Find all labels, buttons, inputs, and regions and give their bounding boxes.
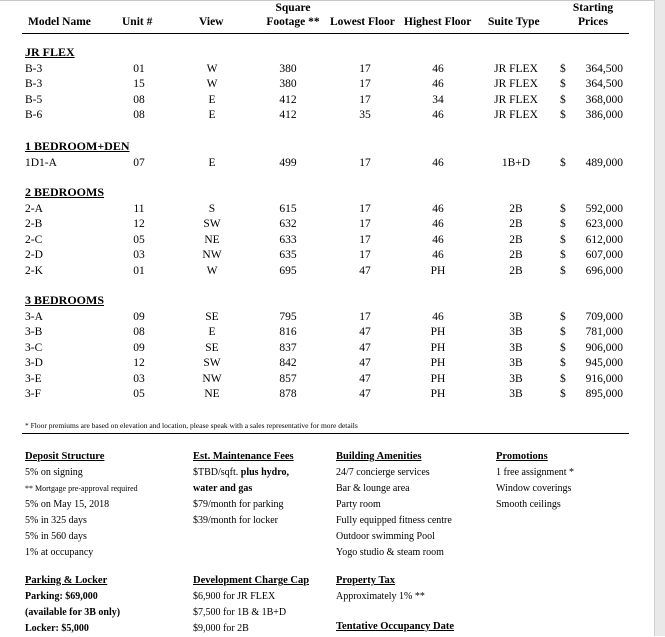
header-sqft-line2: Footage ** xyxy=(266,16,320,28)
header-highest: Highest Floor xyxy=(404,16,472,28)
cell-view: W xyxy=(206,78,218,91)
cell-price: 368,000 xyxy=(585,93,623,106)
header-sqft-line1: Square xyxy=(275,2,311,14)
cell-cur: $ xyxy=(560,157,566,169)
amenity-item: Outdoor swimming Pool xyxy=(336,531,435,542)
cell-cur: $ xyxy=(560,341,566,354)
cell-low: 17 xyxy=(359,218,371,231)
cell-suite: JR FLEX xyxy=(494,78,538,91)
cell-unit: 09 xyxy=(133,341,145,354)
cell-model: 3-F xyxy=(25,388,41,400)
maintenance-line: $39/month for locker xyxy=(193,515,278,526)
cell-model: 3-D xyxy=(25,357,43,370)
cell-view: NW xyxy=(202,372,222,385)
cell-unit: 08 xyxy=(133,326,145,339)
amenity-item: Party room xyxy=(336,499,381,510)
cell-low: 17 xyxy=(359,203,371,215)
deposit-structure xyxy=(25,449,138,561)
header-suite: Suite Type xyxy=(488,16,540,28)
footnote-divider xyxy=(22,433,629,434)
cell-price: 592,000 xyxy=(585,203,623,215)
cell-sqft: 380 xyxy=(279,78,297,91)
cell-price: 696,000 xyxy=(585,264,623,277)
cell-price: 781,000 xyxy=(585,326,623,339)
promotion-item: 1 free assignment * xyxy=(496,467,575,478)
cell-view: NE xyxy=(204,233,220,246)
devcharge-line: $9,000 for 2B xyxy=(193,623,249,634)
cell-sqft: 695 xyxy=(279,264,297,277)
cell-suite: 1B+D xyxy=(501,157,531,169)
cell-unit: 08 xyxy=(133,93,145,106)
cell-model: 3-E xyxy=(25,372,42,385)
cell-sqft: 842 xyxy=(279,357,297,370)
cell-price: 364,500 xyxy=(585,63,623,75)
deposit-title: Deposit Structure xyxy=(25,451,105,462)
amenities-title: Building Amenities xyxy=(336,451,422,462)
cell-low: 47 xyxy=(359,388,371,400)
development-charge-cap xyxy=(193,573,309,637)
cell-model: 2-C xyxy=(25,233,43,246)
cell-sqft: 837 xyxy=(279,341,297,354)
cell-sqft: 615 xyxy=(279,203,297,215)
deposit-line: ** Mortgage pre-approval required xyxy=(25,484,138,493)
cell-low: 17 xyxy=(359,63,371,75)
header-divider xyxy=(22,33,629,34)
maintenance-rate: $TBD/sqft. xyxy=(193,467,241,478)
cell-unit: 05 xyxy=(133,388,145,400)
property-tax xyxy=(336,573,425,605)
cell-low: 17 xyxy=(359,78,371,91)
cell-view: SE xyxy=(205,341,219,354)
cell-suite: 2B xyxy=(509,203,523,215)
maintenance-line xyxy=(193,465,294,481)
cell-unit: 05 xyxy=(133,233,145,246)
cell-high: 46 xyxy=(432,109,444,122)
cell-low: 35 xyxy=(359,109,371,122)
deposit-line: 5% in 560 days xyxy=(25,531,87,542)
cell-model: 2-D xyxy=(25,249,43,262)
cell-price: 386,000 xyxy=(585,109,623,122)
header-model: Model Name xyxy=(28,16,91,28)
cell-unit: 01 xyxy=(133,264,145,277)
header-unit: Unit # xyxy=(122,16,153,28)
cell-low: 17 xyxy=(359,93,371,106)
cell-high: 46 xyxy=(432,203,444,215)
cell-price: 607,000 xyxy=(585,249,623,262)
section-title: 3 BEDROOMS xyxy=(25,293,105,307)
cell-suite: 2B xyxy=(509,233,523,246)
devcharge-line: $6,900 for JR FLEX xyxy=(193,591,276,602)
cell-price: 612,000 xyxy=(585,233,623,246)
section-title: 2 BEDROOMS xyxy=(25,185,105,199)
amenity-item: 24/7 concierge services xyxy=(336,467,430,478)
tax-line: Approximately 1% ** xyxy=(336,591,425,602)
cell-suite: 3B xyxy=(509,357,523,370)
cell-high: 46 xyxy=(432,311,444,323)
header-sqft xyxy=(258,1,328,29)
occupancy-date xyxy=(336,619,454,635)
cell-model: 3-A xyxy=(25,311,43,323)
building-amenities xyxy=(336,449,452,561)
cell-cur: $ xyxy=(560,249,566,262)
cell-view: W xyxy=(206,63,218,75)
cell-unit: 12 xyxy=(133,218,145,231)
cell-price: 623,000 xyxy=(585,218,623,231)
cell-view: NE xyxy=(204,388,220,400)
deposit-line: 1% at occupancy xyxy=(25,547,94,558)
cell-view: W xyxy=(206,264,218,277)
cell-cur: $ xyxy=(560,233,566,246)
cell-cur: $ xyxy=(560,109,566,122)
cell-sqft: 499 xyxy=(279,157,297,169)
cell-cur: $ xyxy=(560,372,566,385)
cell-sqft: 412 xyxy=(279,93,297,106)
cell-high: PH xyxy=(430,326,446,339)
cell-suite: 3B xyxy=(509,341,523,354)
cell-model: 2-B xyxy=(25,218,43,231)
cell-model: B-5 xyxy=(25,93,43,106)
cell-price: 364,500 xyxy=(585,78,623,91)
cell-suite: 2B xyxy=(509,249,523,262)
cell-unit: 03 xyxy=(133,372,145,385)
cell-high: PH xyxy=(430,372,446,385)
promotion-item: Window coverings xyxy=(496,483,572,494)
cell-sqft: 857 xyxy=(279,372,297,385)
cell-view: E xyxy=(208,93,216,106)
cell-price: 916,000 xyxy=(585,372,623,385)
cell-unit: 09 xyxy=(133,311,145,323)
cell-low: 47 xyxy=(359,372,371,385)
cell-cur: $ xyxy=(560,78,566,91)
cell-suite: 3B xyxy=(509,326,523,339)
devcharge-title: Development Charge Cap xyxy=(193,575,310,586)
cell-model: B-6 xyxy=(25,109,43,122)
cell-high: 46 xyxy=(432,78,444,91)
occupancy-title: Tentative Occupancy Date xyxy=(336,621,455,632)
parking-locker xyxy=(25,573,120,637)
amenity-item: Yogo studio & steam room xyxy=(336,547,444,558)
cell-view: E xyxy=(208,157,216,169)
cell-high: 34 xyxy=(432,93,444,106)
page-top-edge xyxy=(0,0,665,1)
cell-high: 46 xyxy=(432,218,444,231)
cell-model: 2-A xyxy=(25,203,43,215)
deposit-line: 5% in 325 days xyxy=(25,515,87,526)
cell-view: E xyxy=(208,109,216,122)
header-price-line2: Prices xyxy=(577,16,608,28)
cell-cur: $ xyxy=(560,311,566,323)
cell-cur: $ xyxy=(560,203,566,215)
cell-model: 3-C xyxy=(25,341,43,354)
parking-title: Parking & Locker xyxy=(25,575,108,586)
cell-unit: 01 xyxy=(133,63,145,75)
cell-high: 46 xyxy=(432,63,444,75)
cell-high: 46 xyxy=(432,249,444,262)
cell-view: S xyxy=(208,203,216,215)
cell-sqft: 380 xyxy=(279,63,297,75)
cell-sqft: 633 xyxy=(279,233,297,246)
cell-unit: 12 xyxy=(133,357,145,370)
maintenance-title: Est. Maintenance Fees xyxy=(193,451,294,462)
amenity-item: Fully equipped fitness centre xyxy=(336,515,452,526)
promotion-item: Smooth ceilings xyxy=(496,499,561,510)
cell-low: 17 xyxy=(359,233,371,246)
cell-price: 895,000 xyxy=(585,388,623,400)
cell-suite: JR FLEX xyxy=(494,63,538,75)
cell-low: 17 xyxy=(359,311,371,323)
promotions-title: Promotions xyxy=(496,451,548,462)
cell-view: SW xyxy=(203,357,221,370)
cell-unit: 15 xyxy=(133,78,145,91)
cell-suite: 2B xyxy=(509,264,523,277)
cell-model: B-3 xyxy=(25,78,43,91)
parking-line: (available for 3B only) xyxy=(25,607,121,618)
maintenance-line: water and gas xyxy=(193,483,253,494)
cell-price: 906,000 xyxy=(585,341,623,354)
cell-price: 489,000 xyxy=(585,157,623,169)
cell-model: 2-K xyxy=(25,264,43,277)
promotions xyxy=(496,449,574,513)
cell-sqft: 632 xyxy=(279,218,297,231)
cell-sqft: 412 xyxy=(279,109,297,122)
cell-cur: $ xyxy=(560,357,566,370)
cell-high: 46 xyxy=(432,233,444,246)
cell-low: 17 xyxy=(359,157,371,169)
cell-unit: 03 xyxy=(133,249,145,262)
cell-low: 47 xyxy=(359,326,371,339)
cell-suite: JR FLEX xyxy=(494,109,538,122)
cell-cur: $ xyxy=(560,93,566,106)
maintenance-fees xyxy=(193,449,294,529)
cell-view: SE xyxy=(205,311,219,323)
cell-view: SW xyxy=(203,218,221,231)
cell-low: 47 xyxy=(359,357,371,370)
cell-low: 17 xyxy=(359,249,371,262)
cell-sqft: 816 xyxy=(279,326,297,339)
cell-sqft: 635 xyxy=(279,249,297,262)
cell-high: PH xyxy=(430,341,446,354)
cell-unit: 11 xyxy=(133,203,145,215)
cell-high: PH xyxy=(430,357,446,370)
cell-model: 1D1-A xyxy=(25,157,57,169)
cell-price: 709,000 xyxy=(585,311,623,323)
cell-view: E xyxy=(208,326,216,339)
cell-suite: 3B xyxy=(509,372,523,385)
cell-unit: 07 xyxy=(133,157,145,169)
cell-cur: $ xyxy=(560,388,566,400)
maintenance-line: $79/month for parking xyxy=(193,499,284,510)
deposit-line: 5% on May 15, 2018 xyxy=(25,499,110,510)
cell-cur: $ xyxy=(560,264,566,277)
deposit-line: 5% on signing xyxy=(25,467,83,478)
parking-line: Locker: $5,000 xyxy=(25,623,89,634)
cell-high: PH xyxy=(430,264,446,277)
header-price xyxy=(568,1,618,29)
amenity-item: Bar & lounge area xyxy=(336,483,410,494)
header-view: View xyxy=(199,16,224,28)
scrollbar-track[interactable] xyxy=(654,0,665,636)
cell-suite: JR FLEX xyxy=(494,93,538,106)
cell-cur: $ xyxy=(560,326,566,339)
header-lowest: Lowest Floor xyxy=(330,16,395,28)
maintenance-utilities: plus hydro, xyxy=(240,467,289,478)
cell-sqft: 878 xyxy=(279,388,297,400)
tax-title: Property Tax xyxy=(336,575,396,586)
cell-suite: 3B xyxy=(509,311,523,323)
cell-sqft: 795 xyxy=(279,311,297,323)
cell-low: 47 xyxy=(359,264,371,277)
section-title: JR FLEX xyxy=(25,45,75,59)
section-title: 1 BEDROOM+DEN xyxy=(25,139,130,153)
header-price-line1: Starting xyxy=(572,2,614,14)
cell-cur: $ xyxy=(560,218,566,231)
cell-high: PH xyxy=(430,388,446,400)
cell-cur: $ xyxy=(560,63,566,75)
parking-line: Parking: $69,000 xyxy=(25,591,98,602)
cell-price: 945,000 xyxy=(585,357,623,370)
cell-high: 46 xyxy=(432,157,444,169)
devcharge-line: $7,500 for 1B & 1B+D xyxy=(193,607,287,618)
cell-view: NW xyxy=(202,249,222,262)
cell-model: B-3 xyxy=(25,63,43,75)
cell-model: 3-B xyxy=(25,326,43,339)
cell-suite: 2B xyxy=(509,218,523,231)
cell-unit: 08 xyxy=(133,109,145,122)
cell-low: 47 xyxy=(359,341,371,354)
footnote: * Floor premiums are based on elevation and location, please speak with a sales representative for more details xyxy=(25,421,358,430)
cell-suite: 3B xyxy=(509,388,523,400)
